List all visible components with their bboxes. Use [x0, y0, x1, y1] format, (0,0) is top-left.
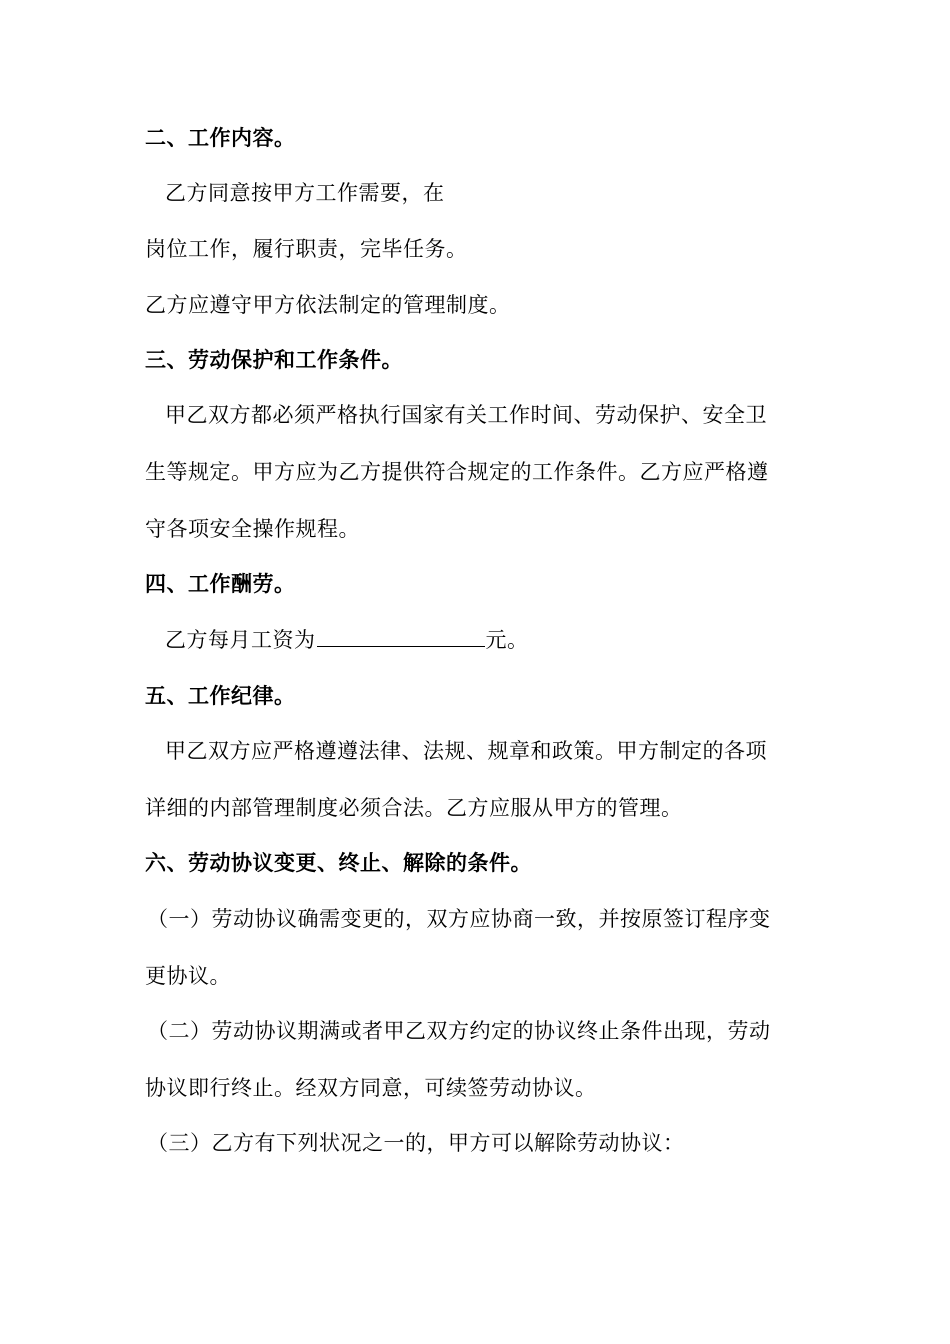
contract-clause-line: （二）劳动协议期满或者甲乙双方约定的协议终止条件出现，劳动	[147, 1019, 771, 1043]
labor-protection-paragraph-line: 甲乙双方都必须严格执行国家有关工作时间、劳动保护、安全卫	[165, 403, 767, 427]
salary-blank-field	[317, 626, 485, 647]
salary-prefix: 乙方每月工资为	[165, 628, 316, 652]
contract-clause-line: 更协议。	[145, 964, 231, 988]
section-heading-work-content: 二、工作内容。	[145, 125, 296, 150]
work-content-paragraph-line: 乙方应遵守甲方依法制定的管理制度。	[145, 293, 511, 317]
contract-clause-line: （三）乙方有下列状况之一的，甲方可以解除劳动协议：	[147, 1131, 685, 1155]
discipline-paragraph-line: 详细的内部管理制度必须合法。乙方应服从甲方的管理。	[145, 796, 683, 820]
section-heading-remuneration: 四、工作酬劳。	[145, 571, 296, 596]
salary-suffix: 元。	[485, 628, 529, 652]
contract-clause-line: （一）劳动协议确需变更的，双方应协商一致，并按原签订程序变	[147, 907, 771, 931]
discipline-paragraph-line: 甲乙双方应严格遵遵法律、法规、规章和政策。甲方制定的各项	[165, 739, 767, 763]
contract-clause-line: 协议即行终止。经双方同意，可续签劳动协议。	[145, 1076, 597, 1100]
salary-line	[165, 626, 529, 654]
section-heading-discipline: 五、工作纪律。	[145, 683, 296, 708]
labor-protection-paragraph-line: 守各项安全操作规程。	[145, 517, 360, 541]
section-heading-labor-protection: 三、劳动保护和工作条件。	[145, 347, 403, 372]
work-content-paragraph-line: 乙方同意按甲方工作需要，在	[165, 181, 445, 205]
section-heading-contract-changes: 六、劳动协议变更、终止、解除的条件。	[145, 850, 532, 875]
labor-protection-paragraph-line: 生等规定。甲方应为乙方提供符合规定的工作条件。乙方应严格遵	[145, 460, 769, 484]
work-content-paragraph-line: 岗位工作，履行职责，完毕任务。	[145, 237, 468, 261]
